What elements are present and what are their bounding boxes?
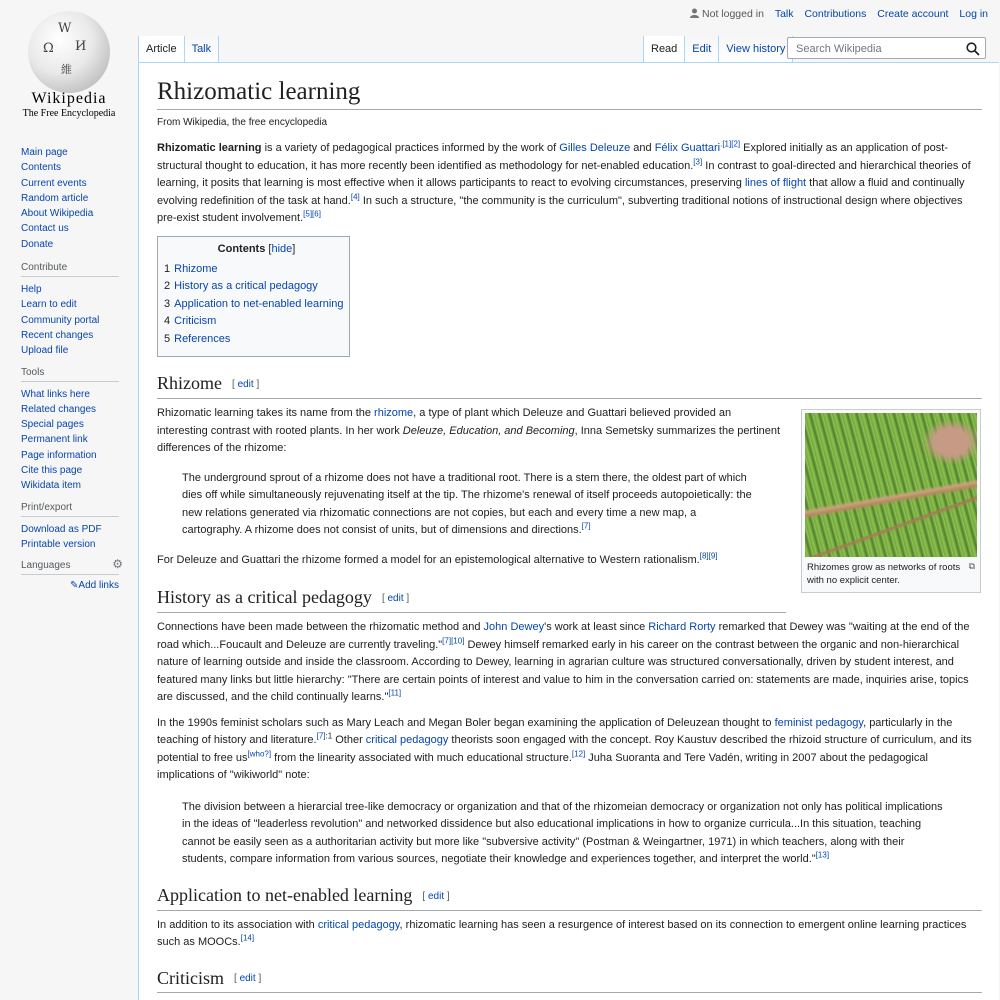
- sidebar-item-recent-changes[interactable]: Recent changes: [21, 329, 94, 341]
- sidebar-item-cite-this-page[interactable]: Cite this page: [21, 465, 83, 477]
- pencil-icon: ✎: [70, 580, 79, 592]
- toc-item-references[interactable]: 5 References: [164, 332, 231, 345]
- heading-history: History as a critical pedagogy [ edit ]: [157, 585, 786, 613]
- sidebar-item-help[interactable]: Help: [21, 284, 42, 296]
- sidebar-item-learn-to-edit[interactable]: Learn to edit: [21, 299, 77, 311]
- ref-12[interactable]: [12]: [571, 749, 586, 759]
- history-quote: The division between a hierarcial tree-like democracy or organization and that of the rhizomeian democracy or organization not only has political implications in the ideas of "leaderless revolution" and networked dissidence but also educational implications in how to organize curricula...In this situation, teaching cannot be easily seen as a authoritarian activity but more like "subversive activity" (Postman & Weingartner, 1971) in which teachers, along with their students, compare information from various sources, negotiate their knowledge and experiences together, and interpret the world."[13]: [182, 800, 943, 866]
- tab-article[interactable]: Article: [138, 36, 185, 62]
- personal-tools: [682, 8, 988, 20]
- sidebar-item-special-pages[interactable]: Special pages: [21, 419, 84, 431]
- logo-wordmark: Wikipedia: [31, 90, 107, 107]
- sidebar-item-what-links-here[interactable]: What links here: [21, 388, 90, 400]
- sidebar: [0, 140, 138, 599]
- sidebar-item-printable-version[interactable]: Printable version: [21, 538, 96, 550]
- sidebar-heading-tools: Tools: [21, 367, 119, 382]
- heading-rhizome: Rhizome [ edit ]: [157, 371, 982, 399]
- ref-7b[interactable]: [7]: [316, 731, 326, 741]
- ref-11[interactable]: [11]: [388, 688, 402, 698]
- sidebar-navigation: [21, 145, 119, 252]
- view-tabs: [643, 36, 793, 62]
- sidebar-item-about-wikipedia[interactable]: About Wikipedia: [21, 208, 94, 220]
- heading-application: Application to net-enabled learning [ edit ]: [157, 883, 982, 911]
- thumbnail-caption: Rhizomes grow as networks of roots with no explicit center. ⧉: [807, 561, 975, 586]
- page-title: Rhizomatic learning: [157, 77, 982, 110]
- sidebar-item-download-pdf[interactable]: Download as PDF: [21, 523, 102, 535]
- sidebar-item-donate[interactable]: Donate: [21, 238, 54, 250]
- link-rhizome[interactable]: rhizome: [374, 407, 414, 420]
- sidebar-tools: [21, 367, 119, 494]
- ref-3[interactable]: [3]: [693, 156, 703, 166]
- logo-tagline: The Free Encyclopedia: [22, 108, 116, 119]
- tab-view-history[interactable]: View history: [719, 36, 793, 62]
- log-in-link[interactable]: Log in: [959, 8, 988, 20]
- tab-read[interactable]: Read: [643, 36, 685, 62]
- link-lines-of-flight[interactable]: lines of flight: [744, 177, 807, 189]
- sidebar-item-current-events[interactable]: Current events: [21, 177, 87, 189]
- toc-item-application[interactable]: 3 Application to net-enabled learning: [164, 297, 344, 310]
- toc-title: Contents [hide]: [217, 242, 296, 255]
- ref-5-6[interactable]: [5][6]: [303, 209, 321, 219]
- sidebar-item-related-changes[interactable]: Related changes: [21, 403, 97, 415]
- talk-link[interactable]: Talk: [774, 8, 794, 20]
- rhizome-quote: The underground sprout of a rhizome does not have a traditional root. There is a stem there, the oldest part of which dies off while simultaneously rejuvenating itself at the tip. The rhizome's renewal of itself proceeds autopoietically: the new relations generated via rhizomatic connections are not copies, but each and every time a new map, a cartography. A rhizome does not consist of units, but of dimensions and directions.[7]: [182, 471, 752, 537]
- search-input[interactable]: [794, 42, 968, 56]
- sidebar-item-permanent-link[interactable]: Permanent link: [21, 434, 88, 446]
- sidebar-contribute: [21, 262, 119, 358]
- sidebar-languages: [21, 557, 123, 592]
- sidebar-item-contact-us[interactable]: Contact us: [21, 223, 69, 235]
- rhizome-paragraph-2: For Deleuze and Guattari the rhizome formed a model for an epistemological alternative to Western rationalism.[8][9]: [157, 551, 718, 566]
- who-tag[interactable]: [who?]: [247, 749, 272, 759]
- ref-7[interactable]: [7]: [581, 521, 591, 531]
- ref-13[interactable]: [13]: [815, 850, 830, 860]
- link-critical-pedagogy-2[interactable]: critical pedagogy: [317, 918, 400, 931]
- sidebar-item-upload-file[interactable]: Upload file: [21, 345, 69, 357]
- link-gilles-deleuze[interactable]: Gilles Deleuze: [559, 142, 631, 154]
- thumbnail-rhizome: [801, 409, 981, 593]
- edit-section-history[interactable]: edit: [387, 593, 404, 605]
- enlarge-icon[interactable]: ⧉: [968, 561, 975, 571]
- search-box: [787, 37, 986, 59]
- add-links-button[interactable]: ✎Add links: [70, 580, 119, 592]
- heading-criticism: Criticism [ edit ]: [157, 966, 982, 994]
- contributions-link[interactable]: Contributions: [804, 8, 867, 20]
- sidebar-item-page-information[interactable]: Page information: [21, 449, 97, 461]
- tab-edit[interactable]: Edit: [685, 36, 719, 62]
- ref-8-9[interactable]: [8][9]: [699, 551, 718, 561]
- wikipedia-logo[interactable]: [0, 0, 138, 130]
- sidebar-item-wikidata-item[interactable]: Wikidata item: [21, 480, 82, 492]
- rhizome-image[interactable]: [805, 413, 977, 557]
- ref-1-2[interactable]: .[1][2]: [720, 139, 741, 149]
- intro-paragraph: Rhizomatic learning is a variety of pedagogical practices informed by the work of Gilles Deleuze and Félix Guattari$^{.[1][2]}$ Explored initially as an application of post-structural thought to education, it has more recently been identified as methodology for net-enabled education.[3] In contrast to goal-directed and hierarchical theories of learning, it posits that learning is most effective when it allows participants to react to evolving circumstances, preserving lines of flight that allow a fluid and continually evolving redefinition of the task at hand.[4] In such a structure, "the community is the curriculum", subverting traditional notions of instructional design where objectives pre-exist student involvement.[5][6]: [157, 139, 971, 224]
- user-icon: [690, 8, 699, 18]
- toc-item-criticism[interactable]: 4 Criticism: [164, 315, 217, 328]
- content-area: [138, 62, 999, 1000]
- create-account-link[interactable]: Create account: [877, 8, 949, 20]
- site-subtitle: From Wikipedia, the free encyclopedia: [157, 117, 328, 128]
- sidebar-item-main-page[interactable]: Main page: [21, 147, 68, 158]
- ref-4[interactable]: [4]: [350, 191, 360, 201]
- history-paragraph-1: Connections have been made between the rhizomatic method and John Dewey's work at least since Richard Rorty remarked that Dewey was "waiting at the end of the road which...Foucault and Deleuze are currently traveling."[7][10] Dewey himself remarked early in his career on the contrast between the organic and non-hierarchical nature of learning outside and inside the classroom. According to Dewey, learning in agrarian culture was structured conversationally, driven by student interest, and featured many links but little hierarchy: "There are certain points of interest and value to him in the conversation carried on: statements are made, inquiries arise, topics are discussed, and the child continually learns."[11]: [157, 621, 970, 704]
- ref-7-10[interactable]: [7][10]: [442, 636, 465, 646]
- edit-section-criticism[interactable]: edit: [239, 973, 256, 985]
- link-john-dewey[interactable]: John Dewey: [483, 621, 545, 634]
- sidebar-heading-languages: Languages ⚙: [21, 560, 119, 575]
- puzzle-globe-icon: W Ω И 維: [28, 11, 110, 93]
- link-richard-rorty[interactable]: Richard Rorty: [648, 621, 716, 634]
- link-feminist-pedagogy[interactable]: feminist pedagogy: [774, 716, 864, 729]
- application-paragraph: In addition to its association with critical pedagogy, rhizomatic learning has seen a resurgence of interest based on its connection to emergent online learning practices such as MOOCs.[14]: [157, 918, 967, 949]
- table-of-contents: [157, 236, 350, 358]
- sidebar-heading-print-export: Print/export: [21, 502, 119, 517]
- toc-hide-button[interactable]: hide: [271, 242, 293, 255]
- gear-icon[interactable]: ⚙: [112, 557, 123, 572]
- search-icon[interactable]: [966, 42, 980, 56]
- tab-talk[interactable]: Talk: [185, 36, 220, 62]
- edit-section-rhizome[interactable]: edit: [237, 379, 254, 391]
- rhizome-text: [157, 405, 782, 569]
- history-paragraph-2: In the 1990s feminist scholars such as Mary Leach and Megan Boler began examining the application of Deleuzean thought to feminist pedagogy, particularly in the teaching of history and literature.$^{[7]:1}$ Other critical pedagogy theorists soon engaged with the concept. Roy Kaustuv described the rhizoid structure of curriculum, and its potential to free us[who?] from the linearity associated with much educational structure.[12] Juha Suoranta and Tere Vadén, writing in 2007 about the pedagogical implications of "wikiworld" note:: [157, 716, 972, 782]
- edit-section-application[interactable]: edit: [427, 890, 445, 902]
- ref-14[interactable]: [14]: [240, 933, 255, 943]
- namespace-tabs: [138, 36, 219, 62]
- toc-item-history[interactable]: 2 History as a critical pedagogy: [164, 280, 318, 293]
- sidebar-item-contents[interactable]: Contents: [21, 162, 62, 174]
- sidebar-heading-contribute: Contribute: [21, 262, 119, 277]
- rhizome-paragraph-1: Rhizomatic learning takes its name from the rhizome, a type of plant which Deleuze and Guattari believed provided an interesting contrast with rooted plants. In her work Deleuze, Education, and Becoming, Inna Semetsky summarizes the pertinent differences of the rhizome:: [157, 407, 781, 455]
- toc-item-rhizome[interactable]: 1 Rhizome: [164, 262, 218, 275]
- link-critical-pedagogy[interactable]: critical pedagogy: [365, 734, 449, 747]
- not-logged-in: Not logged in: [690, 8, 764, 20]
- sidebar-print-export: [21, 502, 119, 553]
- link-felix-guattari[interactable]: Félix Guattari: [654, 142, 721, 154]
- sidebar-item-random-article[interactable]: Random article: [21, 192, 89, 204]
- sidebar-item-community-portal[interactable]: Community portal: [21, 314, 100, 326]
